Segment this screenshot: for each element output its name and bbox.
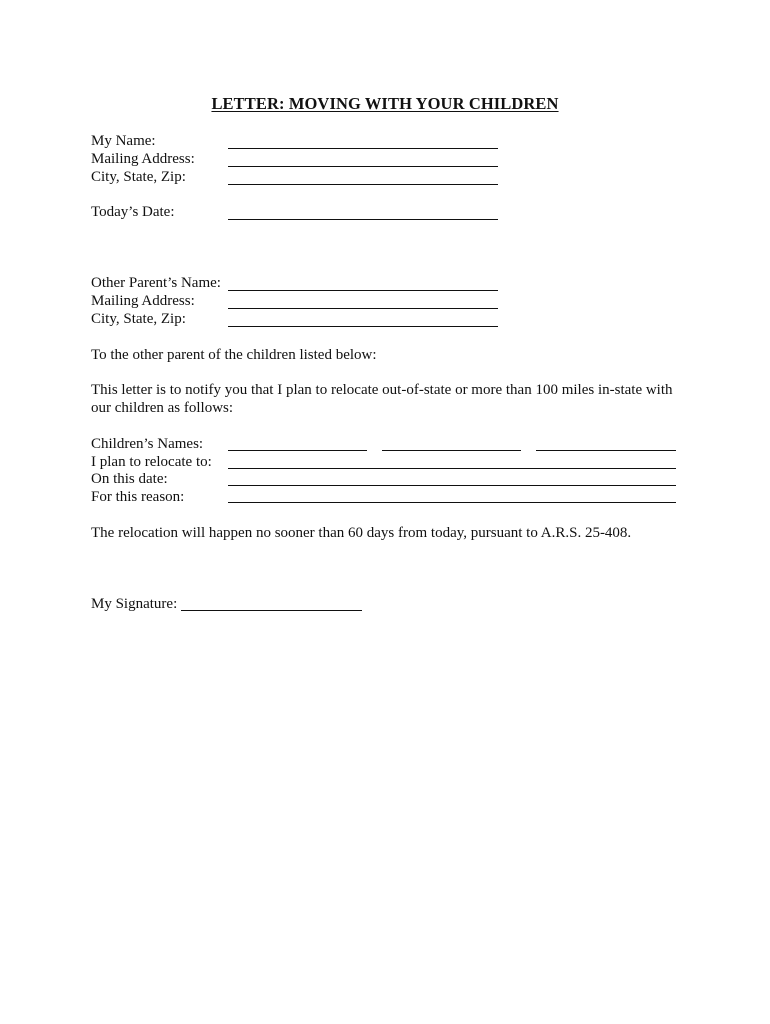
my-mailing-address-label: Mailing Address:: [91, 151, 195, 167]
relocation-date-label: On this date:: [91, 471, 168, 487]
my-mailing-address-field[interactable]: [228, 166, 498, 167]
salutation-text: To the other parent of the children listed below:: [91, 347, 377, 363]
child-name-field-1[interactable]: [228, 450, 367, 451]
relocate-to-field[interactable]: [228, 468, 676, 469]
other-city-state-zip-field[interactable]: [228, 326, 498, 327]
todays-date-label: Today’s Date:: [91, 204, 175, 220]
my-name-label: My Name:: [91, 133, 156, 149]
relocation-statement: The relocation will happen no sooner than 60 days from today, pursuant to A.R.S. 25-408.: [91, 525, 632, 541]
child-name-field-2[interactable]: [382, 450, 521, 451]
other-mailing-address-field[interactable]: [228, 308, 498, 309]
my-city-state-zip-label: City, State, Zip:: [91, 169, 186, 185]
notice-paragraph: This letter is to notify you that I plan to relocate out-of-state or more than 100 miles in-state with our children as follows:: [91, 382, 673, 416]
childrens-names-label: Children’s Names:: [91, 436, 204, 452]
relocation-reason-label: For this reason:: [91, 489, 185, 505]
letter-title: LETTER: MOVING WITH YOUR CHILDREN: [211, 94, 559, 113]
signature-label: My Signature:: [91, 596, 178, 612]
my-name-field[interactable]: [228, 148, 498, 149]
todays-date-field[interactable]: [228, 219, 498, 220]
relocation-date-field[interactable]: [228, 485, 676, 486]
other-city-state-zip-label: City, State, Zip:: [91, 311, 186, 327]
other-parent-name-field[interactable]: [228, 290, 498, 291]
my-city-state-zip-field[interactable]: [228, 184, 498, 185]
other-mailing-address-label: Mailing Address:: [91, 293, 195, 309]
relocate-to-label: I plan to relocate to:: [91, 454, 212, 470]
relocation-reason-field[interactable]: [228, 502, 676, 503]
other-parent-name-label: Other Parent’s Name:: [91, 275, 221, 291]
signature-field[interactable]: [181, 610, 362, 611]
child-name-field-3[interactable]: [536, 450, 676, 451]
